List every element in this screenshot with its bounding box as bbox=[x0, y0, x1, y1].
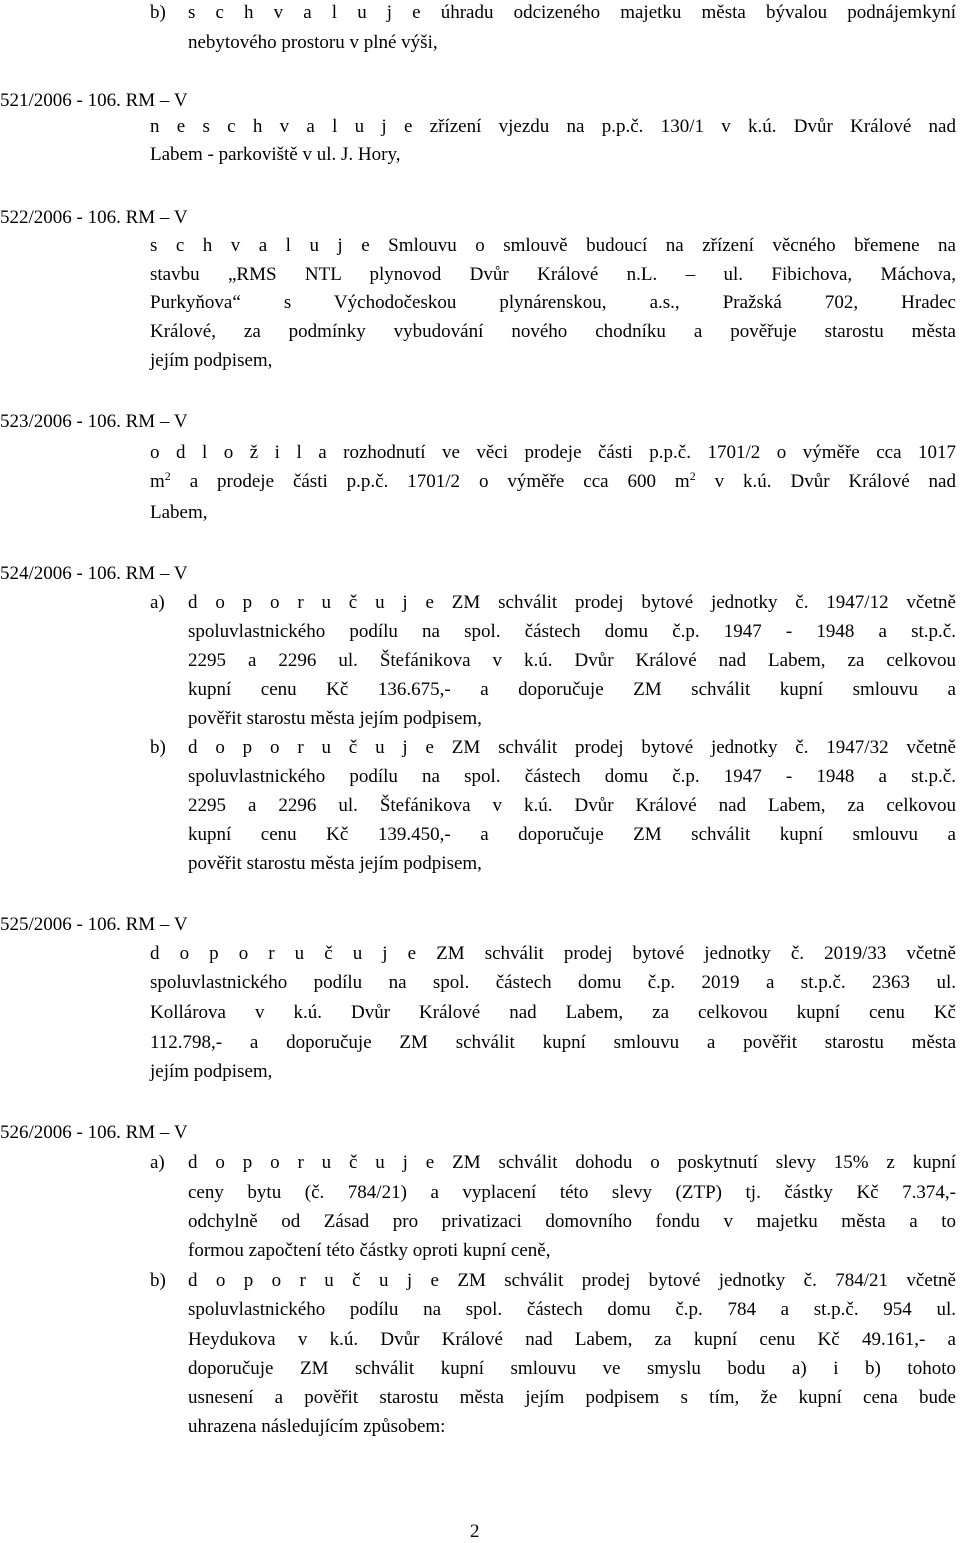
text-m: m bbox=[150, 471, 165, 492]
resolution-heading-521: 521/2006 - 106. RM – V bbox=[0, 90, 188, 111]
resolution-line: odchylně od Zásad pro privatizaci domovního fondu v majetku města a to bbox=[188, 1211, 956, 1232]
resolution-heading-522: 522/2006 - 106. RM – V bbox=[0, 207, 188, 228]
page-number: 2 bbox=[470, 1521, 480, 1542]
item-marker: b) bbox=[150, 1270, 166, 1291]
resolution-line: kupní cenu Kč 139.450,- a doporučuje ZM schválit kupní smlouvu a bbox=[188, 824, 956, 845]
resolution-text: v k.ú. Dvůr Králové nad bbox=[695, 471, 956, 492]
resolution-text: a prodeje části p.p.č. 1701/2 o výměře cca 600 m bbox=[170, 471, 690, 492]
item-marker: a) bbox=[150, 1152, 165, 1173]
resolution-text: rozhodnutí ve věci prodeje části p.p.č. 1701/2 o výměře cca 1017 bbox=[326, 442, 956, 463]
resolution-line: pověřit starostu města jejím podpisem, bbox=[188, 853, 482, 874]
resolution-line: spoluvlastnického podílu na spol. částech domu č.p. 1947 - 1948 a st.p.č. bbox=[188, 621, 956, 642]
intro-line: nebytového prostoru v plné výši, bbox=[188, 32, 438, 53]
resolution-line bbox=[150, 114, 956, 140]
resolution-line: spoluvlastnického podílu na spol. částech domu č.p. 784 a st.p.č. 954 ul. bbox=[188, 1299, 956, 1320]
resolution-text: ZM schválit prodej bytové jednotky č. 784/21 včetně bbox=[438, 1270, 956, 1291]
resolution-text: ZM schválit prodej bytové jednotky č. 1947/32 včetně bbox=[433, 737, 956, 758]
resolution-line: pověřit starostu města jejím podpisem, bbox=[188, 708, 482, 729]
resolution-text: zřízení vjezdu na p.p.č. 130/1 v k.ú. Dvůr Králové nad bbox=[412, 116, 956, 137]
intro-text: úhradu odcizeného majetku města bývalou podnájemkyní bbox=[420, 2, 956, 23]
resolution-heading-526: 526/2006 - 106. RM – V bbox=[0, 1122, 188, 1143]
resolution-line: doporučuje ZM schválit kupní smlouvu ve smyslu bodu a) i b) tohoto bbox=[188, 1358, 956, 1379]
resolution-verb: s c h v a l u j e bbox=[150, 235, 370, 256]
resolution-text: Smlouvu o smlouvě budoucí na zřízení věcného břemene na bbox=[369, 235, 956, 256]
resolution-line: spoluvlastnického podílu na spol. částech domu č.p. 1947 - 1948 a st.p.č. bbox=[188, 766, 956, 787]
resolution-line bbox=[150, 440, 956, 466]
intro-verb: s c h v a l u j e bbox=[188, 2, 421, 23]
resolution-verb: d o p o r u č u j e bbox=[150, 943, 417, 964]
resolution-verb: d o p o r u č u j e bbox=[188, 737, 434, 758]
resolution-line: formou započtení této částky oproti kupní ceně, bbox=[188, 1240, 551, 1261]
resolution-line bbox=[150, 941, 956, 967]
resolution-heading-523: 523/2006 - 106. RM – V bbox=[0, 411, 188, 432]
resolution-line: stavbu „RMS NTL plynovod Dvůr Králové n.L. – ul. Fibichova, Máchova, bbox=[150, 264, 956, 285]
resolution-text: ZM schválit dohodu o poskytnutí slevy 15% z kupní bbox=[434, 1152, 956, 1173]
resolution-line: spoluvlastnického podílu na spol. částech domu č.p. 2019 a st.p.č. 2363 ul. bbox=[150, 972, 956, 993]
resolution-line: Kollárova v k.ú. Dvůr Králové nad Labem, za celkovou kupní cenu Kč bbox=[150, 1002, 956, 1023]
intro-marker: b) bbox=[150, 2, 166, 23]
superscript: 2 bbox=[689, 469, 696, 483]
resolution-verb: d o p o r u č u j e bbox=[188, 1152, 435, 1173]
resolution-text: ZM schválit prodej bytové jednotky č. 2019/33 včetně bbox=[416, 943, 956, 964]
resolution-line: usnesení a pověřit starostu města jejím podpisem s tím, že kupní cena bude bbox=[188, 1387, 956, 1408]
superscript: 2 bbox=[164, 469, 171, 483]
resolution-line bbox=[188, 590, 956, 616]
resolution-line: ceny bytu (č. 784/21) a vyplacení této slevy (ZTP) tj. částky Kč 7.374,- bbox=[188, 1182, 956, 1203]
resolution-verb: o d l o ž i l a bbox=[150, 442, 327, 463]
resolution-line: 2295 a 2296 ul. Štefánikova v k.ú. Dvůr Králové nad Labem, za celkovou bbox=[188, 650, 956, 671]
resolution-verb: d o p o r u č u j e bbox=[188, 592, 434, 613]
resolution-heading-524: 524/2006 - 106. RM – V bbox=[0, 563, 188, 584]
resolution-line: Labem, bbox=[150, 502, 208, 523]
resolution-line bbox=[150, 233, 956, 259]
resolution-heading-525: 525/2006 - 106. RM – V bbox=[0, 914, 188, 935]
resolution-verb: d o p o r u č u j e bbox=[188, 1270, 439, 1291]
resolution-line bbox=[188, 735, 956, 761]
resolution-line bbox=[188, 1268, 956, 1294]
resolution-line: Heydukova v k.ú. Dvůr Králové nad Labem, za kupní cenu Kč 49.161,- a bbox=[188, 1329, 956, 1350]
resolution-line: Labem - parkoviště v ul. J. Hory, bbox=[150, 144, 401, 165]
resolution-line bbox=[150, 469, 956, 495]
resolution-verb: n e s c h v a l u j e bbox=[150, 116, 413, 137]
resolution-line: jejím podpisem, bbox=[150, 1061, 273, 1082]
item-marker: a) bbox=[150, 592, 165, 613]
resolution-line: uhrazena následujícím způsobem: bbox=[188, 1416, 446, 1437]
resolution-line bbox=[188, 1150, 956, 1176]
resolution-line: 2295 a 2296 ul. Štefánikova v k.ú. Dvůr Králové nad Labem, za celkovou bbox=[188, 795, 956, 816]
resolution-line: jejím podpisem, bbox=[150, 350, 273, 371]
intro-line bbox=[188, 0, 956, 26]
resolution-line: Purkyňova“ s Východočeskou plynárenskou, a.s., Pražská 702, Hradec bbox=[150, 292, 956, 313]
item-marker: b) bbox=[150, 737, 166, 758]
resolution-line: 112.798,- a doporučuje ZM schválit kupní smlouvu a pověřit starostu města bbox=[150, 1032, 956, 1053]
resolution-line: Králové, za podmínky vybudování nového chodníku a pověřuje starostu města bbox=[150, 321, 956, 342]
resolution-line: kupní cenu Kč 136.675,- a doporučuje ZM schválit kupní smlouvu a bbox=[188, 679, 956, 700]
resolution-text: ZM schválit prodej bytové jednotky č. 1947/12 včetně bbox=[433, 592, 956, 613]
